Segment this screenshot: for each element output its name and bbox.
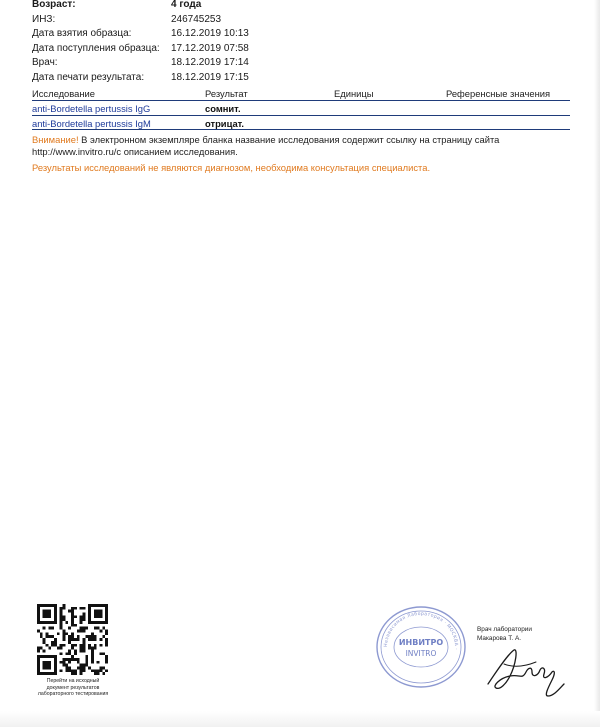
qr-caption-line: Перейти на исходный [46, 678, 100, 684]
test-link[interactable]: anti-Bordetella pertussis IgM [32, 117, 151, 129]
info-label: Дата печати результата: [32, 71, 145, 83]
page-edge [594, 0, 600, 727]
qr-caption-line: документ результатов [46, 684, 100, 691]
info-value: 4 года [171, 0, 202, 10]
info-row-sample-received [32, 42, 249, 57]
results-table [32, 88, 570, 130]
info-value: 18.12.2019 17:15 [171, 71, 249, 83]
header-units: Единицы [334, 88, 374, 99]
info-value: 246745253 [171, 13, 222, 25]
stamp-text-en: INVITRO [405, 649, 437, 658]
info-row-sample-taken [32, 27, 249, 42]
info-label: Возраст: [32, 0, 76, 10]
test-result: сомнит. [205, 103, 241, 114]
qr-caption [30, 678, 116, 698]
table-row [32, 117, 570, 131]
stamp-text-ru: ИНВИТРО [398, 638, 444, 647]
qr-code-icon[interactable] [37, 604, 108, 675]
lab-stamp [372, 604, 470, 690]
notice-text: В электронном экземпляре бланка название исследования содержит ссылку на страницу сайта [78, 134, 500, 145]
info-label: ИНЗ: [32, 13, 56, 25]
info-value: 16.12.2019 10:13 [171, 28, 249, 40]
info-row-doctor [32, 56, 249, 71]
header-reference: Референсные значения [446, 88, 551, 99]
info-row-inz [32, 13, 249, 28]
info-value: 17.12.2019 07:58 [171, 42, 249, 54]
info-label: Врач: [32, 57, 58, 69]
test-result: отрицат. [205, 117, 245, 129]
signature-icon [486, 642, 566, 702]
table-row [32, 102, 570, 116]
test-link[interactable]: anti-Bordetella pertussis IgG [32, 103, 151, 114]
info-label: Дата взятия образца: [32, 28, 132, 40]
disclaimer: Результаты исследований не являются диагнозом, необходима консультация специалиста. [32, 162, 431, 173]
header-result: Результат [205, 88, 248, 99]
patient-info [32, 0, 249, 86]
notice-link[interactable]: http://www.invitro.ru/с описанием исследования. [32, 145, 238, 157]
header-test: Исследование [32, 88, 95, 99]
qr-caption-line: лабораторного тестирования [37, 691, 109, 698]
info-row-print-date [32, 71, 249, 86]
doctor-name: Макарова Т. А. [477, 635, 521, 642]
info-value: 18.12.2019 17:14 [171, 57, 249, 69]
doctor-title: Врач лаборатории [477, 626, 532, 633]
info-row-age [32, 0, 249, 13]
notice [32, 134, 552, 158]
notice-warning: Внимание! [32, 134, 79, 145]
stamp-ring-text: Независимая Лаборатория · МОСКВА · [383, 611, 459, 651]
info-label: Дата поступления образца: [32, 42, 160, 54]
doctor-block [477, 625, 532, 643]
page-bottom [0, 711, 600, 727]
table-header [32, 88, 570, 101]
